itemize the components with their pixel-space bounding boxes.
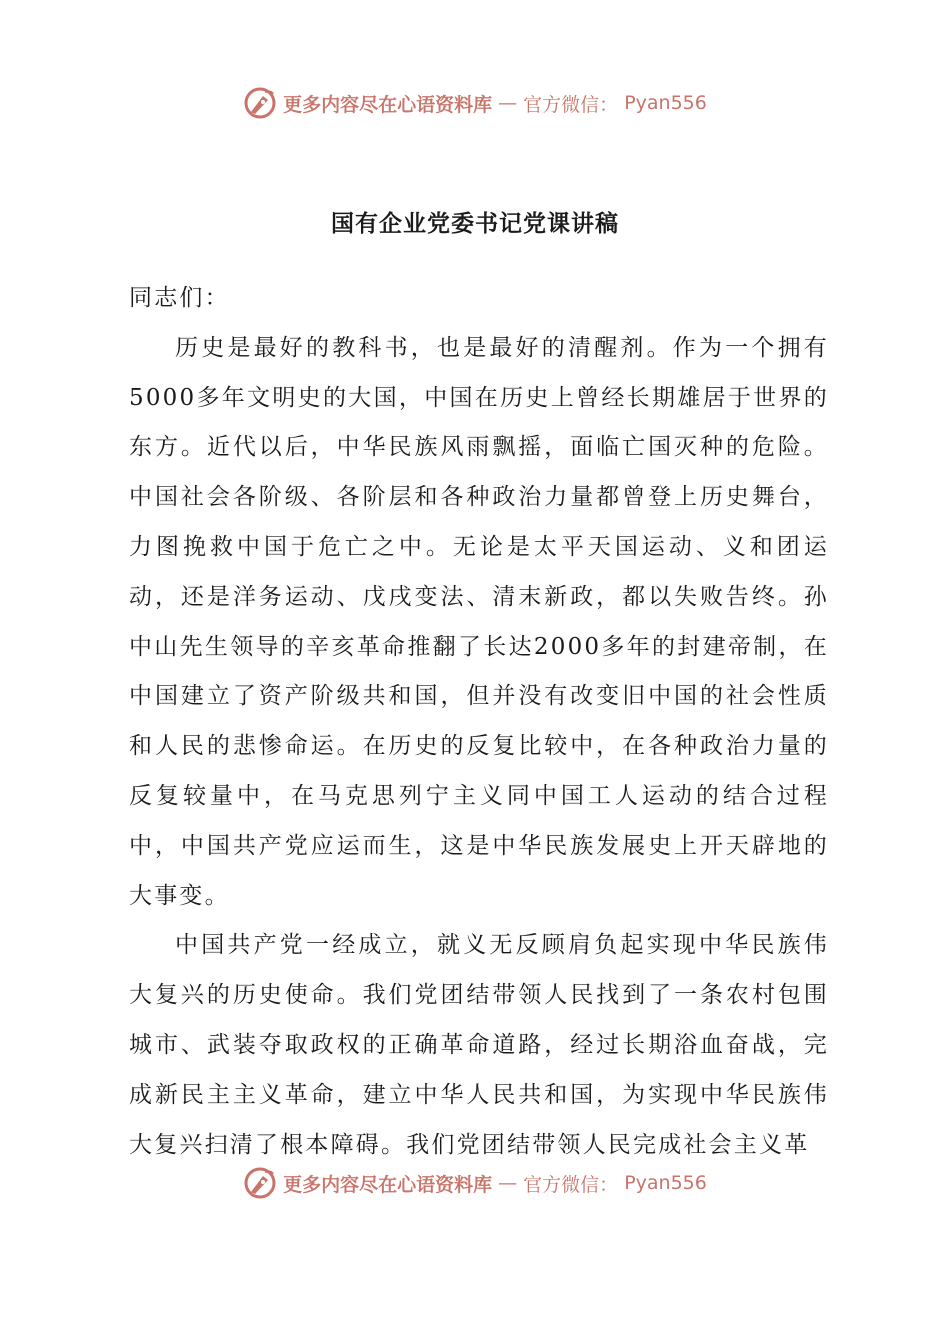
banner-separator: —	[498, 92, 518, 114]
banner-contact-value: Pyan556	[624, 1172, 707, 1194]
pen-nib-logo-icon	[243, 86, 277, 120]
pen-nib-logo-icon	[243, 1166, 277, 1200]
paragraph: 历史是最好的教科书，也是最好的清醒剂。作为一个拥有5000多年文明史的大国，中国在历史上曾经长期雄居于世界的东方。近代以后，中华民族风雨飘摇，面临亡国灭种的危险。中国社会各阶级、各阶层和各种政治力量都曾登上历史舞台，力图挽救中国于危亡之中。无论是太平天国运动、义和团运动，还是洋务运动、戊戌变法、清末新政，都以失败告终。孙中山先生领导的辛亥革命推翻了长达2000多年的封建帝制，在中国建立了资产阶级共和国，但并没有改变旧中国的社会性质和人民的悲惨命运。在历史的反复比较中，在各种政治力量的反复较量中，在马克思列宁主义同中国工人运动的结合过程中，中国共产党应运而生，这是中华民族发展史上开天辟地的大事变。	[129, 334, 829, 909]
document-title: 国有企业党委书记党课讲稿	[331, 211, 619, 237]
banner-contact-value: Pyan556	[624, 92, 707, 114]
paragraph: 中国共产党一经成立，就义无反顾肩负起实现中华民族伟大复兴的历史使命。我们党团结带领人民找到了一条农村包围城市、武装夺取政权的正确革命道路，经过长期浴血奋战，完成新民主主义革命，建立中华人民共和国，为实现中华民族伟大复兴扫清了根本障碍。我们党团结带领人民完成社会主义革	[129, 932, 829, 1158]
banner-contact-label: 官方微信：	[523, 1173, 619, 1196]
document-body	[129, 274, 829, 1170]
banner-brand-text: 更多内容尽在心语资料库	[283, 93, 493, 116]
banner-separator: —	[498, 1172, 518, 1194]
header-banner	[0, 84, 950, 122]
banner-brand-text: 更多内容尽在心语资料库	[283, 1173, 493, 1196]
banner-contact-label: 官方微信：	[523, 93, 619, 116]
footer-banner	[0, 1164, 950, 1202]
salutation: 同志们：	[129, 285, 230, 311]
